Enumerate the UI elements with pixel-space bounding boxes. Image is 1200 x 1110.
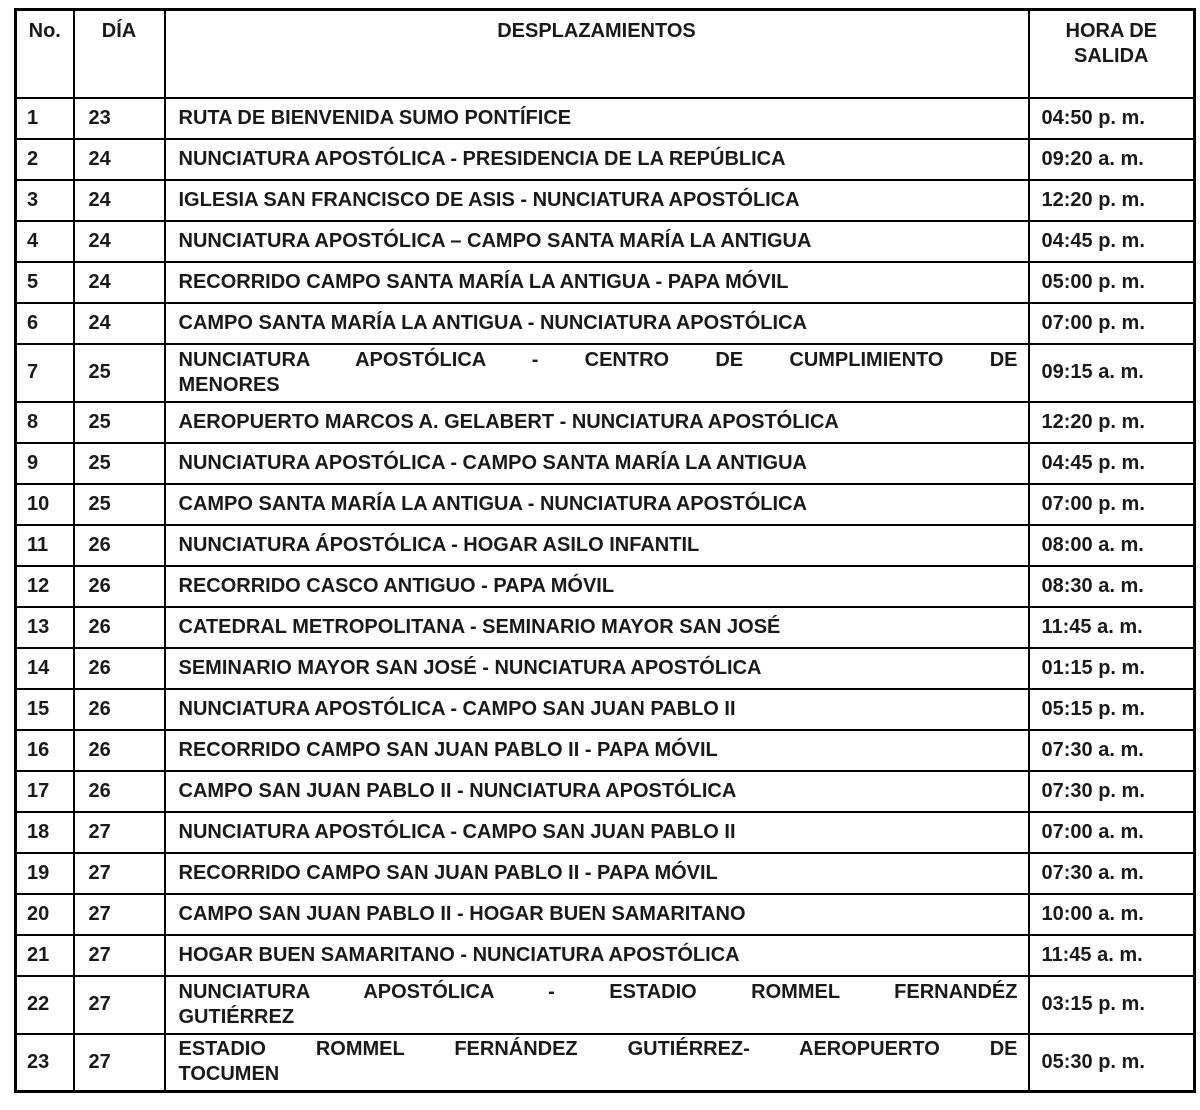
row-number-cell: 10 [16, 484, 74, 525]
row-time-cell: 03:15 p. m. [1029, 976, 1195, 1034]
table-row [16, 139, 1195, 180]
row-day-cell: 26 [74, 525, 165, 566]
table-row [16, 935, 1195, 976]
row-day-cell: 27 [74, 935, 165, 976]
route-text-line: RECORRIDO CAMPO SANTA MARÍA LA ANTIGUA - PAPA MÓVIL [178, 270, 789, 293]
row-number-cell: 12 [16, 566, 74, 607]
row-day-cell: 24 [74, 180, 165, 221]
table-row [16, 344, 1195, 402]
row-route-cell [165, 402, 1029, 443]
row-time-cell: 07:30 p. m. [1029, 771, 1195, 812]
row-route-cell [165, 607, 1029, 648]
route-text-line: TOCUMEN [178, 1063, 280, 1086]
table-row [16, 730, 1195, 771]
table-row [16, 812, 1195, 853]
row-time-cell: 01:15 p. m. [1029, 648, 1195, 689]
row-day-cell: 27 [74, 853, 165, 894]
row-time-cell: 10:00 a. m. [1029, 894, 1195, 935]
row-time-cell: 08:00 a. m. [1029, 525, 1195, 566]
row-number-cell: 4 [16, 221, 74, 262]
row-number-cell: 22 [16, 976, 74, 1034]
row-number-cell: 18 [16, 812, 74, 853]
row-time-cell: 04:45 p. m. [1029, 221, 1195, 262]
row-number-cell: 19 [16, 853, 74, 894]
row-number-cell: 20 [16, 894, 74, 935]
row-number-cell: 17 [16, 771, 74, 812]
route-text-line: NUNCIATURA APOSTÓLICA - CAMPO SAN JUAN PABLO II [178, 820, 736, 843]
row-route-cell [165, 689, 1029, 730]
row-number-cell: 5 [16, 262, 74, 303]
row-day-cell: 25 [74, 344, 165, 402]
row-time-cell: 07:30 a. m. [1029, 730, 1195, 771]
table-row [16, 607, 1195, 648]
row-route-cell [165, 648, 1029, 689]
table-row [16, 484, 1195, 525]
route-text-line: HOGAR BUEN SAMARITANO - NUNCIATURA APOSTÓLICA [178, 943, 740, 966]
row-time-cell: 05:15 p. m. [1029, 689, 1195, 730]
route-text-line: NUNCIATURA APOSTÓLICA - CAMPO SANTA MARÍA LA ANTIGUA [178, 451, 807, 474]
row-number-cell: 14 [16, 648, 74, 689]
route-text-line: SEMINARIO MAYOR SAN JOSÉ - NUNCIATURA APOSTÓLICA [178, 656, 762, 679]
row-route-cell [165, 139, 1029, 180]
table-row [16, 853, 1195, 894]
route-text-line: NUNCIATURA APOSTÓLICA - CAMPO SAN JUAN PABLO II [178, 697, 736, 720]
row-day-cell: 24 [74, 303, 165, 344]
row-time-cell: 11:45 a. m. [1029, 607, 1195, 648]
row-route-cell [165, 525, 1029, 566]
row-time-cell: 12:20 p. m. [1029, 402, 1195, 443]
row-route-cell [165, 976, 1029, 1034]
table-row [16, 303, 1195, 344]
row-route-cell [165, 812, 1029, 853]
row-time-cell: 12:20 p. m. [1029, 180, 1195, 221]
header-no: No. [16, 10, 74, 98]
row-route-cell [165, 98, 1029, 139]
row-route-cell [165, 771, 1029, 812]
row-number-cell: 15 [16, 689, 74, 730]
table-row [16, 221, 1195, 262]
header-dia: DÍA [74, 10, 165, 98]
row-day-cell: 26 [74, 689, 165, 730]
row-number-cell: 1 [16, 98, 74, 139]
header-row [16, 10, 1195, 98]
row-number-cell: 21 [16, 935, 74, 976]
row-time-cell: 11:45 a. m. [1029, 935, 1195, 976]
row-number-cell: 16 [16, 730, 74, 771]
route-text-line: CAMPO SANTA MARÍA LA ANTIGUA - NUNCIATURA APOSTÓLICA [178, 311, 807, 334]
route-text-line: NUNCIATURA APOSTÓLICA – CAMPO SANTA MARÍA LA ANTIGUA [178, 229, 812, 252]
row-day-cell: 24 [74, 139, 165, 180]
route-text-line: NUNCIATURA APOSTÓLICA - CENTRO DE CUMPLIMIENTO DE [178, 348, 1018, 371]
row-route-cell [165, 180, 1029, 221]
row-day-cell: 25 [74, 484, 165, 525]
header-hora-de-salida: HORA DE SALIDA [1029, 10, 1195, 98]
row-time-cell: 04:50 p. m. [1029, 98, 1195, 139]
row-time-cell: 09:15 a. m. [1029, 344, 1195, 402]
route-text-line: MENORES [178, 373, 280, 396]
route-text-line: CAMPO SAN JUAN PABLO II - NUNCIATURA APOSTÓLICA [178, 779, 737, 802]
route-text-line: RUTA DE BIENVENIDA SUMO PONTÍFICE [178, 106, 572, 129]
route-text-line: AEROPUERTO MARCOS A. GELABERT - NUNCIATURA APOSTÓLICA [178, 410, 839, 433]
table-row [16, 976, 1195, 1034]
row-day-cell: 25 [74, 443, 165, 484]
row-time-cell: 07:00 p. m. [1029, 484, 1195, 525]
schedule-table-body [16, 98, 1195, 1092]
row-route-cell [165, 566, 1029, 607]
row-route-cell [165, 484, 1029, 525]
row-route-cell [165, 853, 1029, 894]
route-text-line: CAMPO SANTA MARÍA LA ANTIGUA - NUNCIATURA APOSTÓLICA [178, 492, 807, 515]
table-row [16, 98, 1195, 139]
row-number-cell: 11 [16, 525, 74, 566]
row-number-cell: 6 [16, 303, 74, 344]
table-row [16, 894, 1195, 935]
route-text-line: CAMPO SAN JUAN PABLO II - HOGAR BUEN SAMARITANO [178, 902, 746, 925]
row-number-cell: 23 [16, 1034, 74, 1092]
row-route-cell [165, 443, 1029, 484]
table-row [16, 648, 1195, 689]
route-text-line: GUTIÉRREZ [178, 1005, 295, 1028]
table-row [16, 566, 1195, 607]
table-row [16, 1034, 1195, 1092]
row-day-cell: 24 [74, 221, 165, 262]
row-number-cell: 9 [16, 443, 74, 484]
row-route-cell [165, 262, 1029, 303]
header-desplazamientos: DESPLAZAMIENTOS [165, 10, 1029, 98]
row-day-cell: 27 [74, 1034, 165, 1092]
row-route-cell [165, 730, 1029, 771]
row-time-cell: 07:30 a. m. [1029, 853, 1195, 894]
row-number-cell: 2 [16, 139, 74, 180]
route-text-line: RECORRIDO CAMPO SAN JUAN PABLO II - PAPA MÓVIL [178, 861, 718, 884]
row-day-cell: 26 [74, 607, 165, 648]
route-text-line: CATEDRAL METROPOLITANA - SEMINARIO MAYOR SAN JOSÉ [178, 615, 781, 638]
row-route-cell [165, 935, 1029, 976]
transport-schedule-table [14, 8, 1196, 1093]
row-time-cell: 07:00 a. m. [1029, 812, 1195, 853]
route-text-line: IGLESIA SAN FRANCISCO DE ASIS - NUNCIATURA APOSTÓLICA [178, 188, 800, 211]
row-day-cell: 23 [74, 98, 165, 139]
row-route-cell [165, 344, 1029, 402]
row-day-cell: 26 [74, 730, 165, 771]
table-header [16, 10, 1195, 98]
row-time-cell: 09:20 a. m. [1029, 139, 1195, 180]
route-text-line: NUNCIATURA APOSTÓLICA - PRESIDENCIA DE LA REPÚBLICA [178, 147, 786, 170]
row-time-cell: 05:30 p. m. [1029, 1034, 1195, 1092]
row-route-cell [165, 894, 1029, 935]
row-day-cell: 27 [74, 812, 165, 853]
route-text-line: ESTADIO ROMMEL FERNÁNDEZ GUTIÉRREZ- AEROPUERTO DE [178, 1038, 1018, 1061]
row-route-cell [165, 1034, 1029, 1092]
row-day-cell: 26 [74, 648, 165, 689]
row-time-cell: 07:00 p. m. [1029, 303, 1195, 344]
route-text-line: NUNCIATURA ÁPOSTÓLICA - HOGAR ASILO INFANTIL [178, 533, 700, 556]
route-text-line: RECORRIDO CASCO ANTIGUO - PAPA MÓVIL [178, 574, 615, 597]
row-route-cell [165, 303, 1029, 344]
row-day-cell: 27 [74, 894, 165, 935]
table-row [16, 180, 1195, 221]
row-day-cell: 25 [74, 402, 165, 443]
row-number-cell: 8 [16, 402, 74, 443]
table-row [16, 771, 1195, 812]
row-day-cell: 27 [74, 976, 165, 1034]
table-row [16, 443, 1195, 484]
row-day-cell: 24 [74, 262, 165, 303]
row-time-cell: 04:45 p. m. [1029, 443, 1195, 484]
row-number-cell: 7 [16, 344, 74, 402]
row-day-cell: 26 [74, 771, 165, 812]
row-number-cell: 3 [16, 180, 74, 221]
table-row [16, 402, 1195, 443]
row-number-cell: 13 [16, 607, 74, 648]
table-row [16, 262, 1195, 303]
row-time-cell: 05:00 p. m. [1029, 262, 1195, 303]
route-text-line: RECORRIDO CAMPO SAN JUAN PABLO II - PAPA MÓVIL [178, 738, 718, 761]
table-row [16, 525, 1195, 566]
route-text-line: NUNCIATURA APOSTÓLICA - ESTADIO ROMMEL FERNANDÉZ [178, 980, 1018, 1003]
row-route-cell [165, 221, 1029, 262]
row-time-cell: 08:30 a. m. [1029, 566, 1195, 607]
row-day-cell: 26 [74, 566, 165, 607]
table-row [16, 689, 1195, 730]
